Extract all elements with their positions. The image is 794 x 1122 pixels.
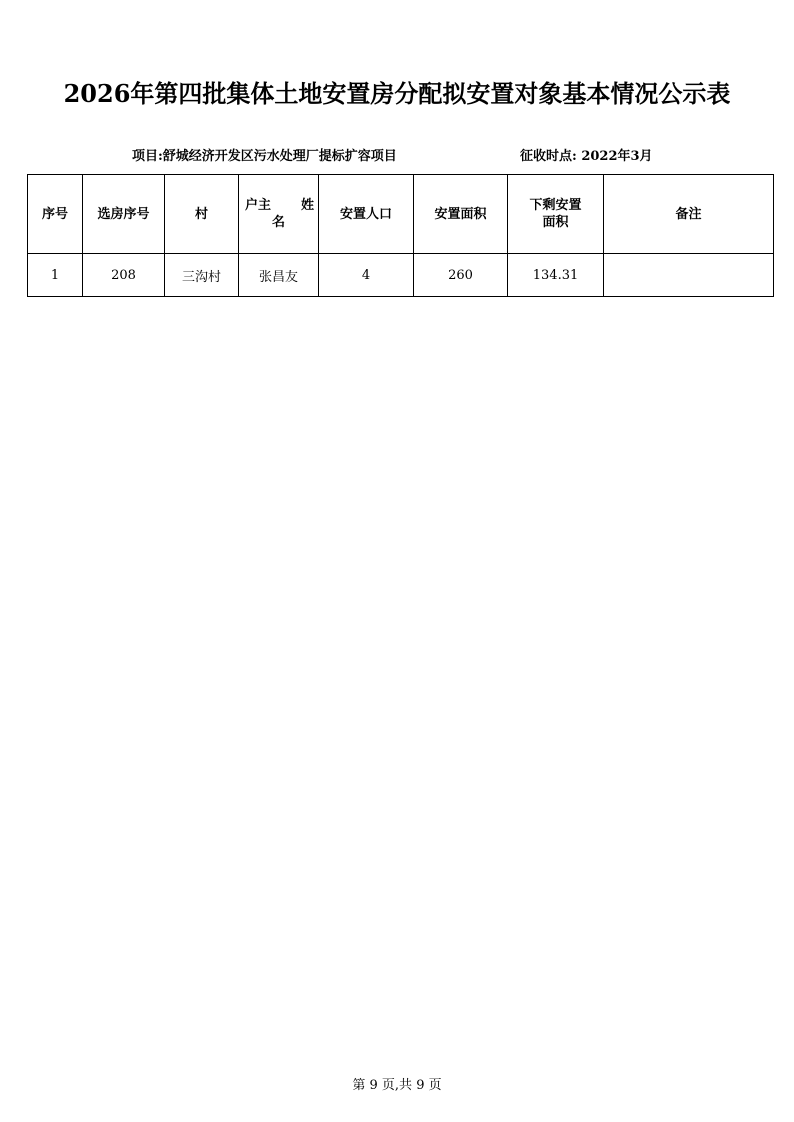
header-owner: [239, 175, 319, 254]
header-population: 安置人口: [319, 175, 414, 254]
header-remarks: 备注: [604, 175, 774, 254]
page-number: 第 9 页,共 9 页: [352, 1078, 442, 1093]
header-village: 村: [165, 175, 239, 254]
resettlement-table: [27, 174, 774, 297]
expropriation-time: 征收时点: 2022年3月: [520, 149, 653, 164]
cell-village: 三沟村: [165, 254, 239, 297]
cell-room-seq: 208: [83, 254, 165, 297]
project-name: 项目:舒城经济开发区污水处理厂提标扩容项目: [132, 149, 397, 164]
header-remaining-line1: 下剩安置: [529, 198, 582, 213]
header-remaining: [508, 175, 604, 254]
page-title: 2026年第四批集体土地安置房分配拟安置对象基本情况公示表: [63, 79, 731, 108]
header-remaining-line2: 面积: [542, 215, 569, 230]
table-row: [28, 254, 774, 297]
header-owner-part2: 姓: [300, 198, 314, 213]
header-room-seq: 选房序号: [83, 175, 165, 254]
cell-owner: 张昌友: [239, 254, 319, 297]
cell-population: 4: [319, 254, 414, 297]
header-seq: 序号: [28, 175, 83, 254]
cell-seq: 1: [28, 254, 83, 297]
header-area: 安置面积: [414, 175, 508, 254]
header-owner-part1: 户主: [245, 198, 272, 213]
table-header-row: [28, 175, 774, 254]
cell-remaining: 134.31: [508, 254, 604, 297]
header-owner-part3: 名: [271, 215, 285, 230]
cell-area: 260: [414, 254, 508, 297]
cell-remarks: [604, 254, 774, 297]
